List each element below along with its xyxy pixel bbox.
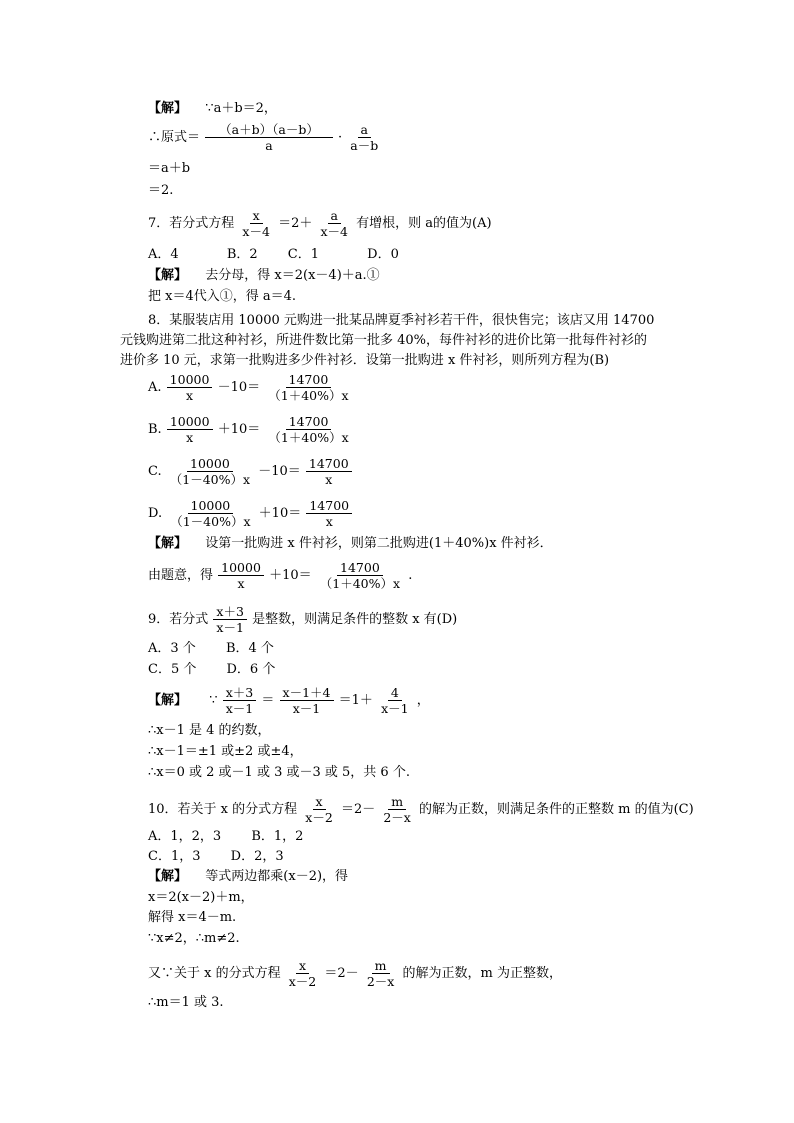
q8-option-d-label: D. bbox=[148, 506, 163, 521]
q10-option-c: C．1，3 bbox=[148, 849, 201, 864]
solution-label: 【解】 bbox=[148, 101, 188, 116]
q8-option-d-numerator-2: 14700 bbox=[306, 498, 352, 514]
q10-line-5-middle: ＝2－ bbox=[324, 966, 359, 981]
q8-option-d-fraction-1 bbox=[167, 498, 253, 529]
q6-fraction-1 bbox=[205, 122, 333, 153]
q8-option-c-fraction-1 bbox=[167, 456, 253, 487]
q9-solution-equals-2: ＝1＋ bbox=[338, 693, 373, 708]
q10-solution-line-2: x＝2(x－2)＋m， bbox=[148, 890, 254, 905]
q7-stem-prefix: 7．若分式方程 bbox=[148, 216, 235, 231]
q9-solution-line-1 bbox=[148, 685, 430, 716]
solution-label: 【解】 bbox=[148, 536, 188, 551]
q8-option-c-numerator-1: 10000 bbox=[187, 456, 233, 472]
q7-solution-text-1: 去分母，得 x＝2(x－4)＋a.① bbox=[205, 268, 380, 283]
q8-option-c-operator: －10＝ bbox=[258, 464, 301, 479]
q10-solution-line-6: ∴m＝1 或 3. bbox=[148, 995, 224, 1010]
q10-line-5-prefix: 又∵关于 x 的分式方程 bbox=[148, 966, 281, 981]
q8-option-d-fraction-2 bbox=[306, 498, 352, 529]
q9-solution-numerator-1: x＋3 bbox=[223, 685, 257, 701]
q8-option-d-denominator-1: （1－40%）x bbox=[170, 514, 251, 529]
q8-option-b-numerator-1: 10000 bbox=[167, 414, 213, 430]
q9-solution-fraction-2 bbox=[280, 685, 334, 716]
q7-fraction-a bbox=[239, 208, 273, 239]
q8-option-a bbox=[148, 372, 353, 403]
solution-label: 【解】 bbox=[148, 869, 188, 884]
q6-solution-line-3: ＝a＋b bbox=[148, 161, 191, 176]
q10-stem bbox=[148, 794, 694, 825]
q10-line-5-fraction-a-numerator: x bbox=[296, 958, 309, 974]
q10-line-5-fraction-b bbox=[364, 958, 398, 989]
q10-solution-line-1 bbox=[148, 869, 348, 885]
q9-solution-fraction-1 bbox=[223, 685, 257, 716]
q10-solution-line-3: 解得 x＝4－m. bbox=[148, 910, 237, 925]
q8-solution-numerator-1: 10000 bbox=[218, 560, 264, 576]
q7-solution-line-2: 把 x＝4代入①，得 a＝4. bbox=[148, 289, 297, 304]
q10-option-d: D．2，3 bbox=[230, 849, 284, 864]
q9-stem-suffix: 是整数，则满足条件的整数 x 有(D) bbox=[252, 612, 458, 627]
q9-solution-fraction-3 bbox=[378, 685, 412, 716]
q8-option-c-numerator-2: 14700 bbox=[306, 456, 352, 472]
q8-solution-denominator-2: （1＋40%）x bbox=[319, 576, 401, 591]
q10-fraction-b-denominator: 2－x bbox=[383, 810, 411, 825]
q8-option-b-denominator-1: x bbox=[186, 430, 194, 445]
q9-solution-numerator-2: x－1＋4 bbox=[280, 685, 334, 701]
q7-option-d: D．0 bbox=[367, 247, 399, 262]
q8-option-d-denominator-2: x bbox=[325, 514, 333, 529]
q8-option-a-denominator-2: （1＋40%）x bbox=[268, 388, 349, 403]
q8-solution-numerator-2: 14700 bbox=[337, 560, 383, 576]
q10-fraction-a-numerator: x bbox=[313, 794, 326, 810]
q10-fraction-b-numerator: m bbox=[388, 794, 406, 810]
q8-solution-suffix: . bbox=[408, 568, 413, 583]
q10-fraction-a-denominator: x－2 bbox=[305, 810, 333, 825]
q9-options-row-2 bbox=[148, 662, 275, 678]
q9-solution-denominator-3: x－1 bbox=[381, 701, 409, 716]
q8-option-a-fraction-2 bbox=[265, 372, 351, 403]
q8-option-b bbox=[148, 414, 353, 445]
q9-options-row-1 bbox=[148, 641, 274, 657]
q6-fraction-1-denominator: a bbox=[265, 138, 273, 153]
q10-line-5-fraction-b-denominator: 2－x bbox=[366, 974, 395, 989]
q9-option-c: C．5 个 bbox=[148, 662, 197, 677]
q8-option-b-label: B. bbox=[148, 422, 162, 437]
q8-option-d-numerator-1: 10000 bbox=[188, 498, 234, 514]
q8-option-a-numerator-2: 14700 bbox=[286, 372, 332, 388]
q6-fraction-2-denominator: a－b bbox=[350, 138, 379, 153]
q9-solution-line-3: ∴x－1＝±1 或±2 或±4， bbox=[148, 744, 303, 759]
q9-option-d: D．6 个 bbox=[226, 662, 276, 677]
q7-fraction-b bbox=[318, 208, 352, 239]
q10-options-row-2 bbox=[148, 849, 284, 865]
q8-stem-line-3: 进价多 10 元，求第一批购进多少件衬衫．设第一批购进 x 件衬衫，则所列方程为(B) bbox=[120, 353, 610, 368]
q8-option-a-operator: －10＝ bbox=[217, 380, 261, 395]
solution-label: 【解】 bbox=[148, 693, 188, 708]
q8-option-a-fraction-1 bbox=[167, 372, 213, 403]
q7-option-a: A．4 bbox=[148, 247, 179, 262]
q9-stem-prefix: 9．若分式 bbox=[148, 612, 209, 627]
q8-option-b-numerator-2: 14700 bbox=[286, 414, 332, 430]
q8-option-a-label: A. bbox=[148, 380, 162, 395]
q10-line-5-fraction-a-denominator: x－2 bbox=[288, 974, 317, 989]
q8-option-c bbox=[148, 456, 353, 487]
q8-solution-fraction-1 bbox=[218, 560, 264, 591]
q10-solution-line-5 bbox=[148, 958, 562, 989]
q9-solution-denominator-1: x－1 bbox=[225, 701, 254, 716]
q8-stem-line-1: 8．某服装店用 10000 元购进一批某品牌夏季衬衫若干件，很快售完；该店又用 14700 bbox=[148, 313, 655, 328]
q7-solution-line-1 bbox=[148, 268, 380, 284]
q6-line-2-prefix: ∴原式＝ bbox=[148, 130, 201, 145]
q10-stem-middle: ＝2－ bbox=[340, 802, 376, 817]
q8-solution-denominator-1: x bbox=[237, 576, 245, 591]
q8-option-b-fraction-1 bbox=[167, 414, 213, 445]
q7-fraction-b-numerator: a bbox=[328, 208, 341, 224]
q9-fraction-denominator: x－1 bbox=[216, 620, 244, 635]
q8-solution-operator: ＋10＝ bbox=[269, 568, 312, 583]
q10-line-5-suffix: 的解为正数，m 为正整数， bbox=[402, 966, 562, 981]
q10-line-5-fraction-a bbox=[286, 958, 320, 989]
q9-solution-line-4: ∴x＝0 或 2 或－1 或 3 或－3 或 5，共 6 个. bbox=[148, 765, 410, 780]
q9-solution-because: ∵ bbox=[209, 693, 218, 708]
q8-option-b-operator: ＋10＝ bbox=[217, 422, 261, 437]
q8-solution-fraction-2 bbox=[317, 560, 403, 591]
q7-fraction-a-denominator: x－4 bbox=[242, 224, 270, 239]
q7-stem-middle: ＝2＋ bbox=[278, 216, 313, 231]
q10-option-b: B．1，2 bbox=[251, 829, 304, 844]
q7-option-c: C．1 bbox=[287, 247, 319, 262]
q7-stem-suffix: 有增根，则 a的值为(A) bbox=[356, 216, 492, 231]
q6-fraction-1-numerator: （a＋b）（a－b） bbox=[205, 122, 333, 138]
q9-solution-denominator-2: x－1 bbox=[292, 701, 321, 716]
q8-option-b-fraction-2 bbox=[265, 414, 351, 445]
q6-solution-line-2 bbox=[148, 122, 382, 153]
q9-solution-suffix: ， bbox=[416, 693, 430, 708]
q8-option-c-label: C. bbox=[148, 464, 162, 479]
q6-multiply-dot: · bbox=[337, 130, 343, 145]
q8-solution-line-2 bbox=[148, 560, 412, 591]
q8-option-c-denominator-1: （1－40%）x bbox=[169, 472, 251, 487]
q7-fraction-b-denominator: x－4 bbox=[320, 224, 349, 239]
q8-stem-line-2: 元钱购进第二批这种衬衫，所进件数比第一批多 40%，每件衬衫的进价比第一批每件衬衫的 bbox=[120, 333, 648, 348]
q7-stem bbox=[148, 208, 492, 239]
q9-solution-equals-1: ＝ bbox=[261, 693, 275, 708]
q10-solution-text-1: 等式两边都乘(x－2)，得 bbox=[205, 869, 349, 884]
q10-stem-prefix: 10．若关于 x 的分式方程 bbox=[148, 802, 298, 817]
q6-solution-line-4: ＝2. bbox=[148, 183, 174, 198]
q7-options bbox=[148, 247, 399, 263]
q9-stem bbox=[148, 604, 457, 635]
q8-option-d-operator: ＋10＝ bbox=[258, 506, 302, 521]
q6-fraction-2 bbox=[347, 122, 381, 153]
q8-option-b-denominator-2: （1＋40%）x bbox=[268, 430, 349, 445]
q6-fraction-2-numerator: a bbox=[358, 122, 371, 138]
q8-option-c-denominator-2: x bbox=[325, 472, 333, 487]
q8-solution-text-1: 设第一批购进 x 件衬衫，则第二批购进(1＋40%)x 件衬衫． bbox=[205, 536, 553, 551]
q9-option-a: A．3 个 bbox=[148, 641, 196, 656]
q10-option-a: A．1，2，3 bbox=[148, 829, 222, 844]
q6-solution-line-1 bbox=[148, 101, 277, 117]
q9-solution-line-2: ∴x－1 是 4 的约数， bbox=[148, 723, 271, 738]
q8-solution-prefix: 由题意，得 bbox=[148, 568, 214, 583]
q9-fraction-numerator: x＋3 bbox=[213, 604, 247, 620]
q9-option-b: B．4 个 bbox=[225, 641, 274, 656]
q8-option-a-denominator-1: x bbox=[186, 388, 194, 403]
q10-fraction-a bbox=[302, 794, 336, 825]
q10-fraction-b bbox=[380, 794, 414, 825]
q9-fraction bbox=[213, 604, 247, 635]
q7-fraction-a-numerator: x bbox=[250, 208, 263, 224]
q10-line-5-fraction-b-numerator: m bbox=[372, 958, 390, 974]
q10-options-row-1 bbox=[148, 829, 303, 845]
q6-line-1-text: ∵a＋b＝2， bbox=[205, 101, 277, 116]
q8-option-a-numerator-1: 10000 bbox=[167, 372, 213, 388]
q8-option-c-fraction-2 bbox=[306, 456, 352, 487]
q10-stem-suffix: 的解为正数，则满足条件的正整数 m 的值为(C) bbox=[419, 802, 694, 817]
q8-solution-line-1 bbox=[148, 536, 553, 552]
q7-option-b: B．2 bbox=[226, 247, 258, 262]
q9-solution-numerator-3: 4 bbox=[388, 685, 402, 701]
q10-solution-line-4: ∵x≠2，∴m≠2. bbox=[148, 931, 240, 946]
solution-label: 【解】 bbox=[148, 268, 188, 283]
q8-option-d bbox=[148, 498, 353, 529]
